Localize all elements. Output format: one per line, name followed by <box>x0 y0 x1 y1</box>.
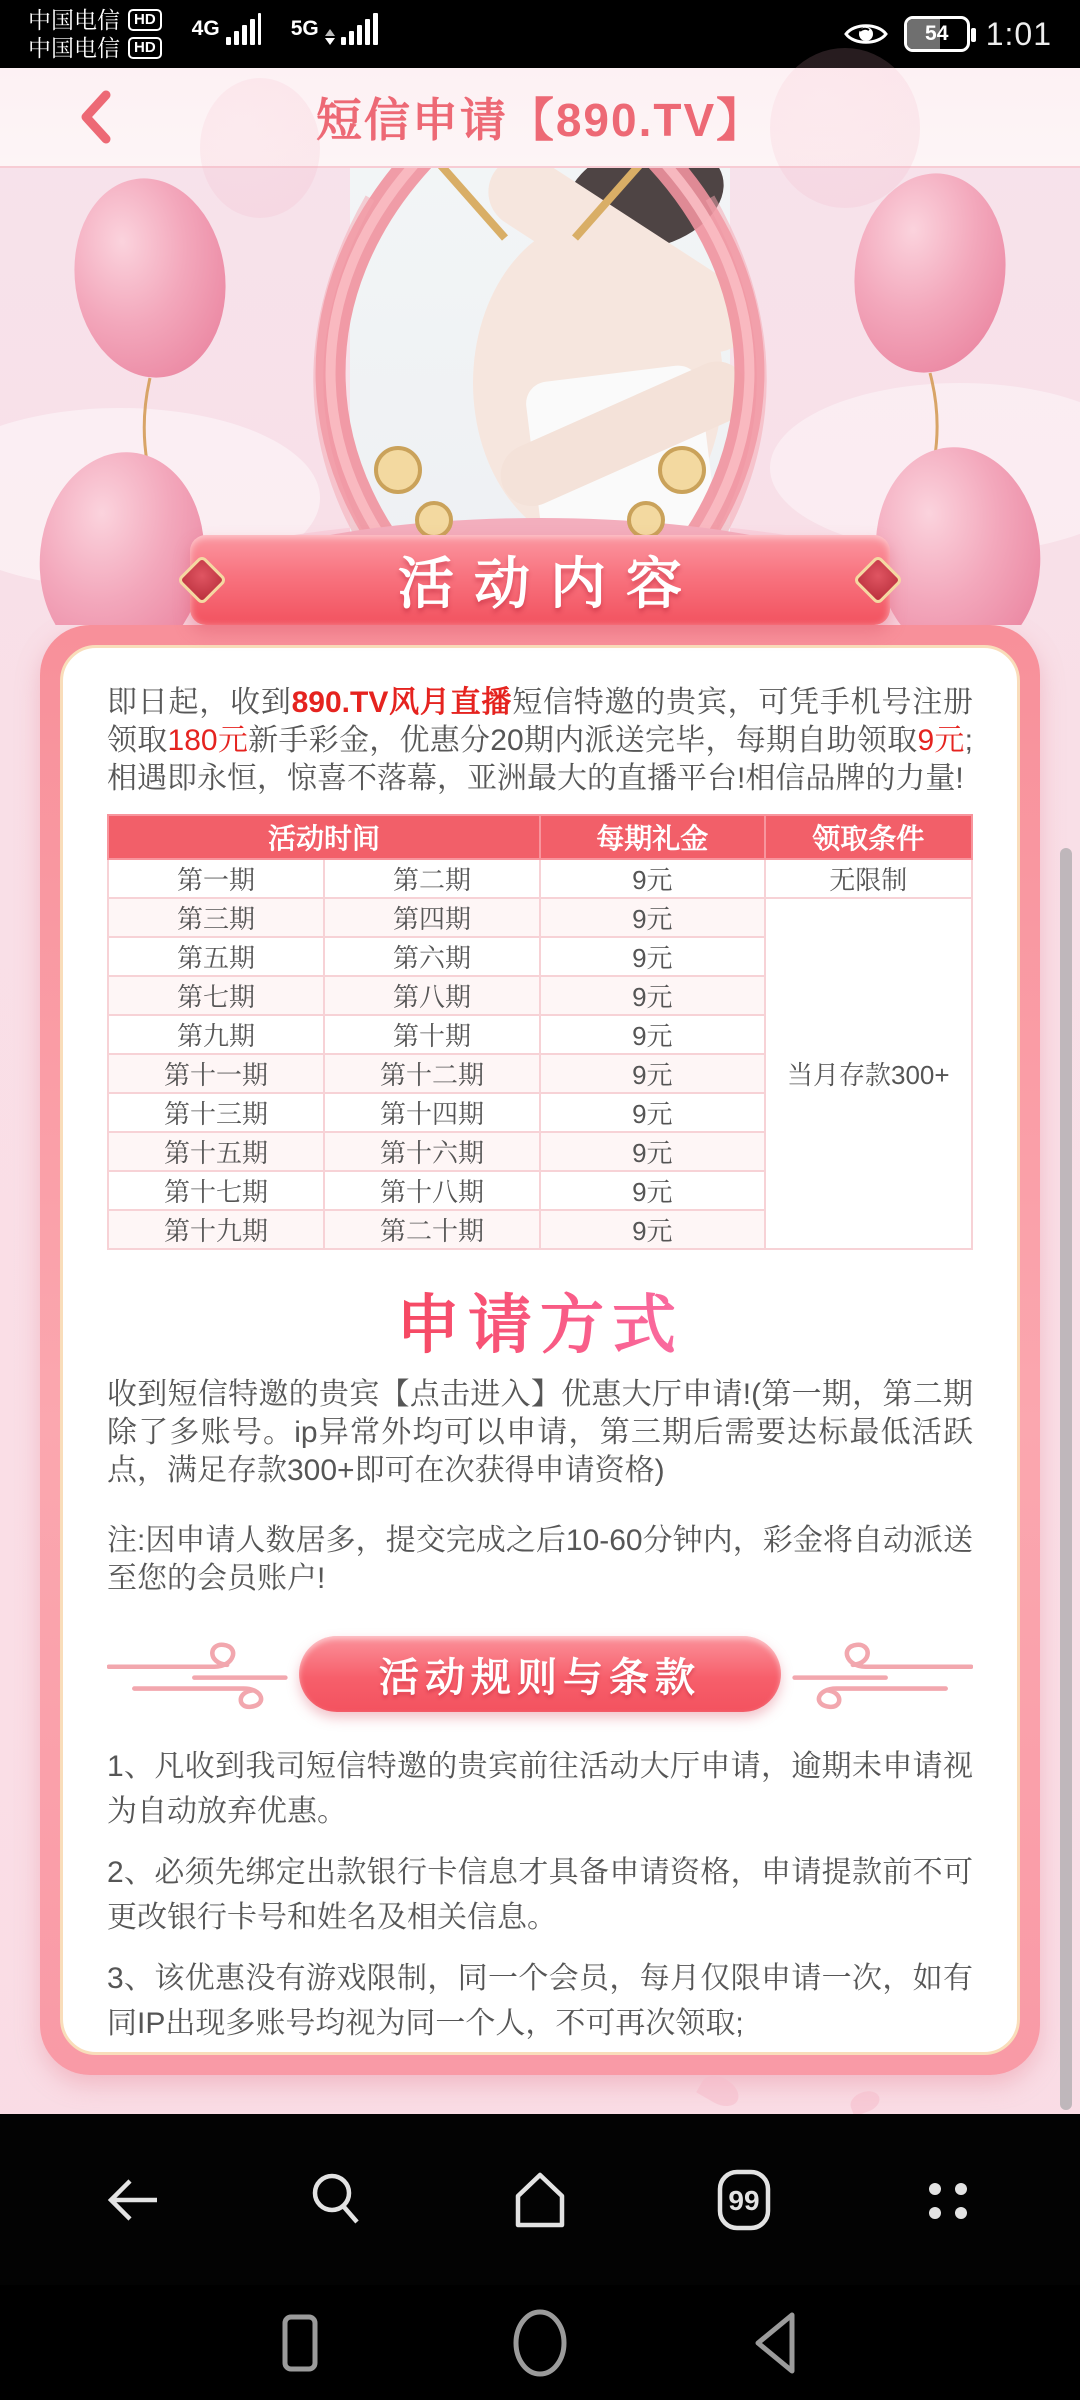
android-navigation-bar <box>0 2285 1080 2400</box>
table-cell: 第二十期 <box>324 1210 540 1249</box>
table-header-row <box>108 815 972 859</box>
rules-banner <box>107 1632 973 1716</box>
petal-decor <box>696 2070 744 2113</box>
table-cell: 第八期 <box>324 976 540 1015</box>
menu-dots-icon[interactable] <box>911 2163 985 2237</box>
page-title: 短信申请【890.TV】 <box>315 94 765 146</box>
signal-bars-icon <box>341 15 378 45</box>
table-cell: 第十三期 <box>108 1093 324 1132</box>
table-cell: 9元 <box>540 976 765 1015</box>
cloud-ornament-left-icon <box>107 1632 289 1716</box>
eye-icon <box>844 19 888 49</box>
table-cell: 第十五期 <box>108 1132 324 1171</box>
table-cell: 第十九期 <box>108 1210 324 1249</box>
table-cell: 第十四期 <box>324 1093 540 1132</box>
browser-toolbar <box>0 2114 1080 2285</box>
table-cell: 9元 <box>540 1015 765 1054</box>
intro-segment: 9元 <box>917 724 965 757</box>
signal-4g <box>192 15 261 53</box>
rules-banner-title: 活动规则与条款 <box>379 1655 701 1700</box>
intro-segment: ;相遇即永恒，惊喜不落幕，亚洲最大的直播平台!相信品牌的力量! <box>107 724 974 795</box>
table-cell: 9元 <box>540 859 765 898</box>
intro-segment: 新手彩金，优惠分20期内派送完毕，每期自助领取 <box>248 724 918 757</box>
nav-home-icon[interactable] <box>500 2303 580 2383</box>
table-cell: 第七期 <box>108 976 324 1015</box>
app-header <box>0 68 1080 168</box>
table-cell: 9元 <box>540 1210 765 1249</box>
table-cell: 9元 <box>540 1093 765 1132</box>
intro-segment: 短信特邀的贵宾，可凭手机号注册领取 <box>107 686 973 757</box>
table-condition-cell: 无限制 <box>765 859 972 898</box>
apply-note: 注:因申请人数居多，提交完成之后10-60分钟内，彩金将自动派送至您的会员账户! <box>107 1524 973 1595</box>
signal-5g <box>291 15 378 53</box>
table-cell: 第十期 <box>324 1015 540 1054</box>
rule-item: 1、凡收到我司短信特邀的贵宾前往活动大厅申请，逾期未申请视为自动放弃优惠。 <box>107 1750 973 1828</box>
table-cell: 第五期 <box>108 937 324 976</box>
table-cell: 9元 <box>540 1171 765 1210</box>
status-bar <box>0 0 1080 68</box>
home-icon[interactable] <box>503 2163 577 2237</box>
carrier-name-1: 中国电信 <box>28 7 120 33</box>
table-cell: 第十七期 <box>108 1171 324 1210</box>
table-cell: 第四期 <box>324 898 540 937</box>
apply-paragraph: 收到短信特邀的贵宾【点击进入】优惠大厅申请!(第一期，第二期除了多账号。ip异常外均可以申请，第三期后需要达标最低活跃点，满足存款300+即可在次获得申请资格) <box>107 1378 973 1487</box>
intro-segment: 即日起，收到 <box>107 686 292 719</box>
petal-decor <box>847 2087 882 2116</box>
nav-back-icon[interactable] <box>740 2303 820 2383</box>
network-type-label: 5G <box>290 17 319 40</box>
tabs-counter-button[interactable] <box>707 2163 781 2237</box>
rules-banner-pill <box>299 1636 781 1712</box>
activity-banner-title: 活动内容 <box>398 552 702 615</box>
rules-list <box>107 1744 973 2055</box>
hd-badge-icon: HD <box>128 9 162 31</box>
table-cell: 第二期 <box>324 859 540 898</box>
battery-icon <box>904 16 970 52</box>
data-arrows-icon <box>325 29 335 45</box>
hd-badge-icon: HD <box>128 37 162 59</box>
battery-percent: 54 <box>925 22 949 45</box>
back-chevron-icon[interactable] <box>72 87 122 147</box>
carrier-labels <box>28 7 162 61</box>
table-cell: 9元 <box>540 937 765 976</box>
intro-paragraph <box>107 684 973 798</box>
table-cell: 第一期 <box>108 859 324 898</box>
table-cell: 9元 <box>540 1054 765 1093</box>
rule-item: 2、必须先绑定出款银行卡信息才具备申请资格，申请提款前不可更改银行卡号和姓名及相关信息。 <box>107 1856 973 1934</box>
table-header-time: 活动时间 <box>108 815 540 859</box>
search-icon[interactable] <box>299 2163 373 2237</box>
table-cell: 第九期 <box>108 1015 324 1054</box>
periods-table-body <box>108 859 972 1249</box>
signal-bars-icon <box>226 15 261 45</box>
table-cell: 第十六期 <box>324 1132 540 1171</box>
table-cell: 9元 <box>540 1132 765 1171</box>
hero-section <box>0 168 1080 625</box>
intro-segment: 180元 <box>167 724 249 757</box>
table-header-condition: 领取条件 <box>765 815 972 859</box>
table-cell: 9元 <box>540 898 765 937</box>
table-header-gift: 每期礼金 <box>540 815 765 859</box>
carrier-name-2: 中国电信 <box>28 35 120 61</box>
table-row <box>108 859 972 898</box>
tab-count: 99 <box>728 2184 760 2216</box>
intro-segment: 890.TV风月直播 <box>291 686 513 719</box>
rule-item: 3、该优惠没有游戏限制，同一个会员，每月仅限申请一次，如有同IP出现多账号均视为同一个人，不可再次领取; <box>107 1962 973 2040</box>
table-cell: 第三期 <box>108 898 324 937</box>
browser-back-button[interactable] <box>95 2163 169 2237</box>
table-cell: 第十八期 <box>324 1171 540 1210</box>
scrollbar[interactable] <box>1060 848 1072 2110</box>
activity-banner <box>190 535 890 625</box>
table-cell: 第十二期 <box>324 1054 540 1093</box>
network-type-label: 4G <box>191 17 220 40</box>
table-cell: 第十一期 <box>108 1054 324 1093</box>
apply-method-title: 申请方式 <box>107 1274 973 1366</box>
status-time: 1:01 <box>985 15 1052 52</box>
periods-table <box>107 814 973 1250</box>
table-cell: 第六期 <box>324 937 540 976</box>
table-condition-cell: 当月存款300+ <box>765 898 972 1249</box>
nav-recents-icon[interactable] <box>260 2303 340 2383</box>
cloud-ornament-right-icon <box>791 1632 973 1716</box>
table-row <box>108 898 972 937</box>
content-card <box>40 625 1040 2075</box>
